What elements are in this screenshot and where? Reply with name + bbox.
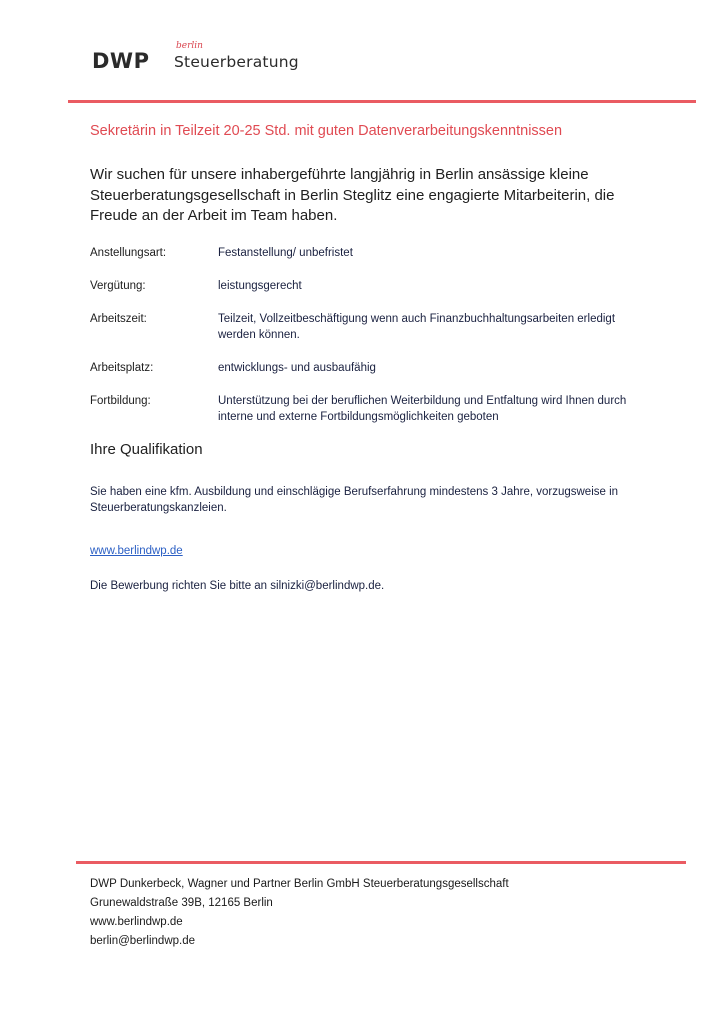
logo-wordmark: DWP	[92, 49, 150, 73]
detail-value: entwicklungs- und ausbaufähig	[218, 362, 376, 374]
qualification-text: Sie haben eine kfm. Ausbildung und einschlägige Berufserfahrung mindestens 3 Jahre, vorzugsweise in Steuerberatungskanzleien.	[90, 486, 619, 514]
application-instruction: Die Bewerbung richten Sie bitte an silnizki@berlindwp.de.	[90, 580, 385, 592]
detail-label: Vergütung:	[90, 280, 146, 292]
detail-label: Fortbildung:	[90, 395, 151, 407]
qualification-heading: Ihre Qualifikation	[90, 441, 203, 458]
logo-berlin-script: berlin	[176, 41, 203, 51]
detail-label: Anstellungsart:	[90, 247, 167, 259]
detail-value: leistungsgerecht	[218, 280, 302, 292]
header-divider	[68, 100, 696, 103]
footer-web: www.berlindwp.de	[90, 916, 183, 928]
logo-subtitle: Steuerberatung	[174, 53, 299, 71]
detail-label: Arbeitsplatz:	[90, 362, 154, 374]
footer-divider	[76, 861, 686, 864]
intro-paragraph: Wir suchen für unsere inhabergeführte langjährig in Berlin ansässige kleine Steuerberatungsgesellschaft in Berlin Steglitz eine engagierte Mitarbeiterin, die Freude an der Arbeit im Team haben.	[90, 166, 615, 224]
footer-email: berlin@berlindwp.de	[90, 935, 196, 947]
footer	[90, 875, 509, 951]
detail-label: Arbeitszeit:	[90, 313, 147, 325]
detail-value: Festanstellung/ unbefristet	[218, 247, 353, 259]
detail-value: Unterstützung bei der beruflichen Weiterbildung und Entfaltung wird Ihnen durch interne und externe Fortbildungsmöglichkeiten geboten	[218, 395, 627, 423]
footer-address: Grunewaldstraße 39B, 12165 Berlin	[90, 897, 273, 909]
footer-company: DWP Dunkerbeck, Wagner und Partner Berlin GmbH Steuerberatungsgesellschaft	[90, 878, 509, 890]
detail-value: Teilzeit, Vollzeitbeschäftigung wenn auch Finanzbuchhaltungsarbeiten erledigt werden können.	[218, 313, 616, 341]
job-title: Sekretärin in Teilzeit 20-25 Std. mit guten Datenverarbeitungskenntnissen	[90, 123, 563, 139]
website-link[interactable]: www.berlindwp.de	[90, 545, 183, 557]
